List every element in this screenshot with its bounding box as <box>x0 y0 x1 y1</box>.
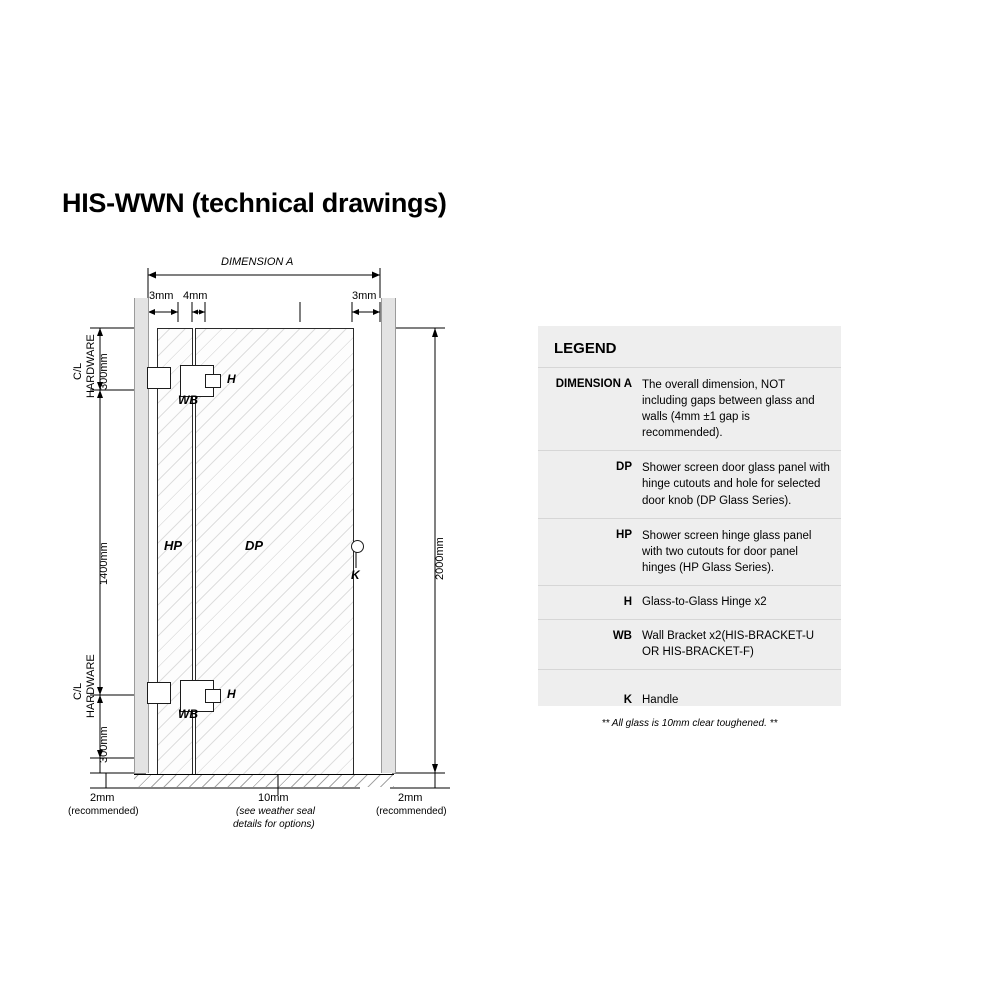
middle-dimension: 1400mm <box>98 542 110 585</box>
legend-row <box>538 619 841 669</box>
gap-left-label: 3mm <box>149 290 174 302</box>
overall-height-dimension: 2000mm <box>434 537 446 580</box>
top-hardware-label-1: C/L <box>72 362 84 380</box>
hinge-bottom-tab <box>205 689 221 703</box>
technical-drawing <box>60 250 480 840</box>
legend-desc: Wall Bracket x2(HIS-BRACKET-U OR HIS-BRACKET-F) <box>642 630 815 658</box>
right-wall <box>381 298 396 773</box>
floor-hatch <box>134 774 394 787</box>
bottom-hardware-label-1: C/L <box>72 682 84 700</box>
legend-spacer <box>538 669 841 684</box>
legend-key: H <box>623 595 632 608</box>
floor-right-value: 2mm <box>398 792 423 804</box>
legend-row <box>538 450 841 517</box>
floor-center-note-2: details for options) <box>233 819 315 830</box>
floor-center-value: 10mm <box>258 792 289 804</box>
dimension-a-label: DIMENSION A <box>221 256 294 268</box>
handle-label: K <box>351 568 360 582</box>
hp-label: HP <box>164 538 183 553</box>
hinge-bottom-label: H <box>227 687 236 701</box>
wall-bracket-bottom <box>147 682 171 704</box>
legend-desc: Glass-to-Glass Hinge x2 <box>642 595 767 608</box>
top-hardware-label-2: HARDWARE <box>85 334 97 398</box>
legend-desc: Handle <box>642 694 679 707</box>
dp-label: DP <box>245 538 264 553</box>
floor-left-note: (recommended) <box>68 806 139 817</box>
door-panel-dp <box>195 328 354 775</box>
page-title: HIS-WWN (technical drawings) <box>62 188 447 218</box>
legend-key: DP <box>616 461 632 474</box>
handle-knob-icon <box>351 540 364 553</box>
gap-glass-label: 4mm <box>183 290 208 302</box>
legend-desc: The overall dimension, NOT including gaps between glass and walls (4mm ±1 gap is recommended). <box>642 379 815 440</box>
floor-left-value: 2mm <box>90 792 115 804</box>
legend-row <box>538 367 841 450</box>
wall-bracket-top-label: WB <box>178 393 198 407</box>
hinge-top-label: H <box>227 372 236 386</box>
legend-key: WB <box>612 630 632 643</box>
gap-right-label: 3mm <box>352 290 377 302</box>
legend-key: DIMENSION A <box>555 378 632 390</box>
legend-panel <box>538 326 841 736</box>
wall-bracket-bottom-label: WB <box>178 707 198 721</box>
legend-footnote: ** All glass is 10mm clear toughened. ** <box>538 706 841 739</box>
wall-bracket-top <box>147 367 171 389</box>
legend-row <box>538 518 841 585</box>
top-hardware-dimension: 300mm <box>98 353 110 390</box>
floor-right-note: (recommended) <box>376 806 447 817</box>
legend-row <box>538 585 841 620</box>
floor-center-note-1: (see weather seal <box>236 806 315 817</box>
legend-key: K <box>623 694 632 707</box>
legend-desc: Shower screen door glass panel with hinge cutouts and hole for selected door knob (DP Glass Series). <box>642 462 830 507</box>
bottom-hardware-label-2: HARDWARE <box>85 654 97 718</box>
legend-desc: Shower screen hinge glass panel with two cutouts for door panel hinges (HP Glass Series). <box>642 529 812 574</box>
legend-key: HP <box>616 528 632 541</box>
legend-title: LEGEND <box>554 340 617 357</box>
hinge-top-tab <box>205 374 221 388</box>
bottom-hardware-dimension: 300mm <box>98 726 110 763</box>
